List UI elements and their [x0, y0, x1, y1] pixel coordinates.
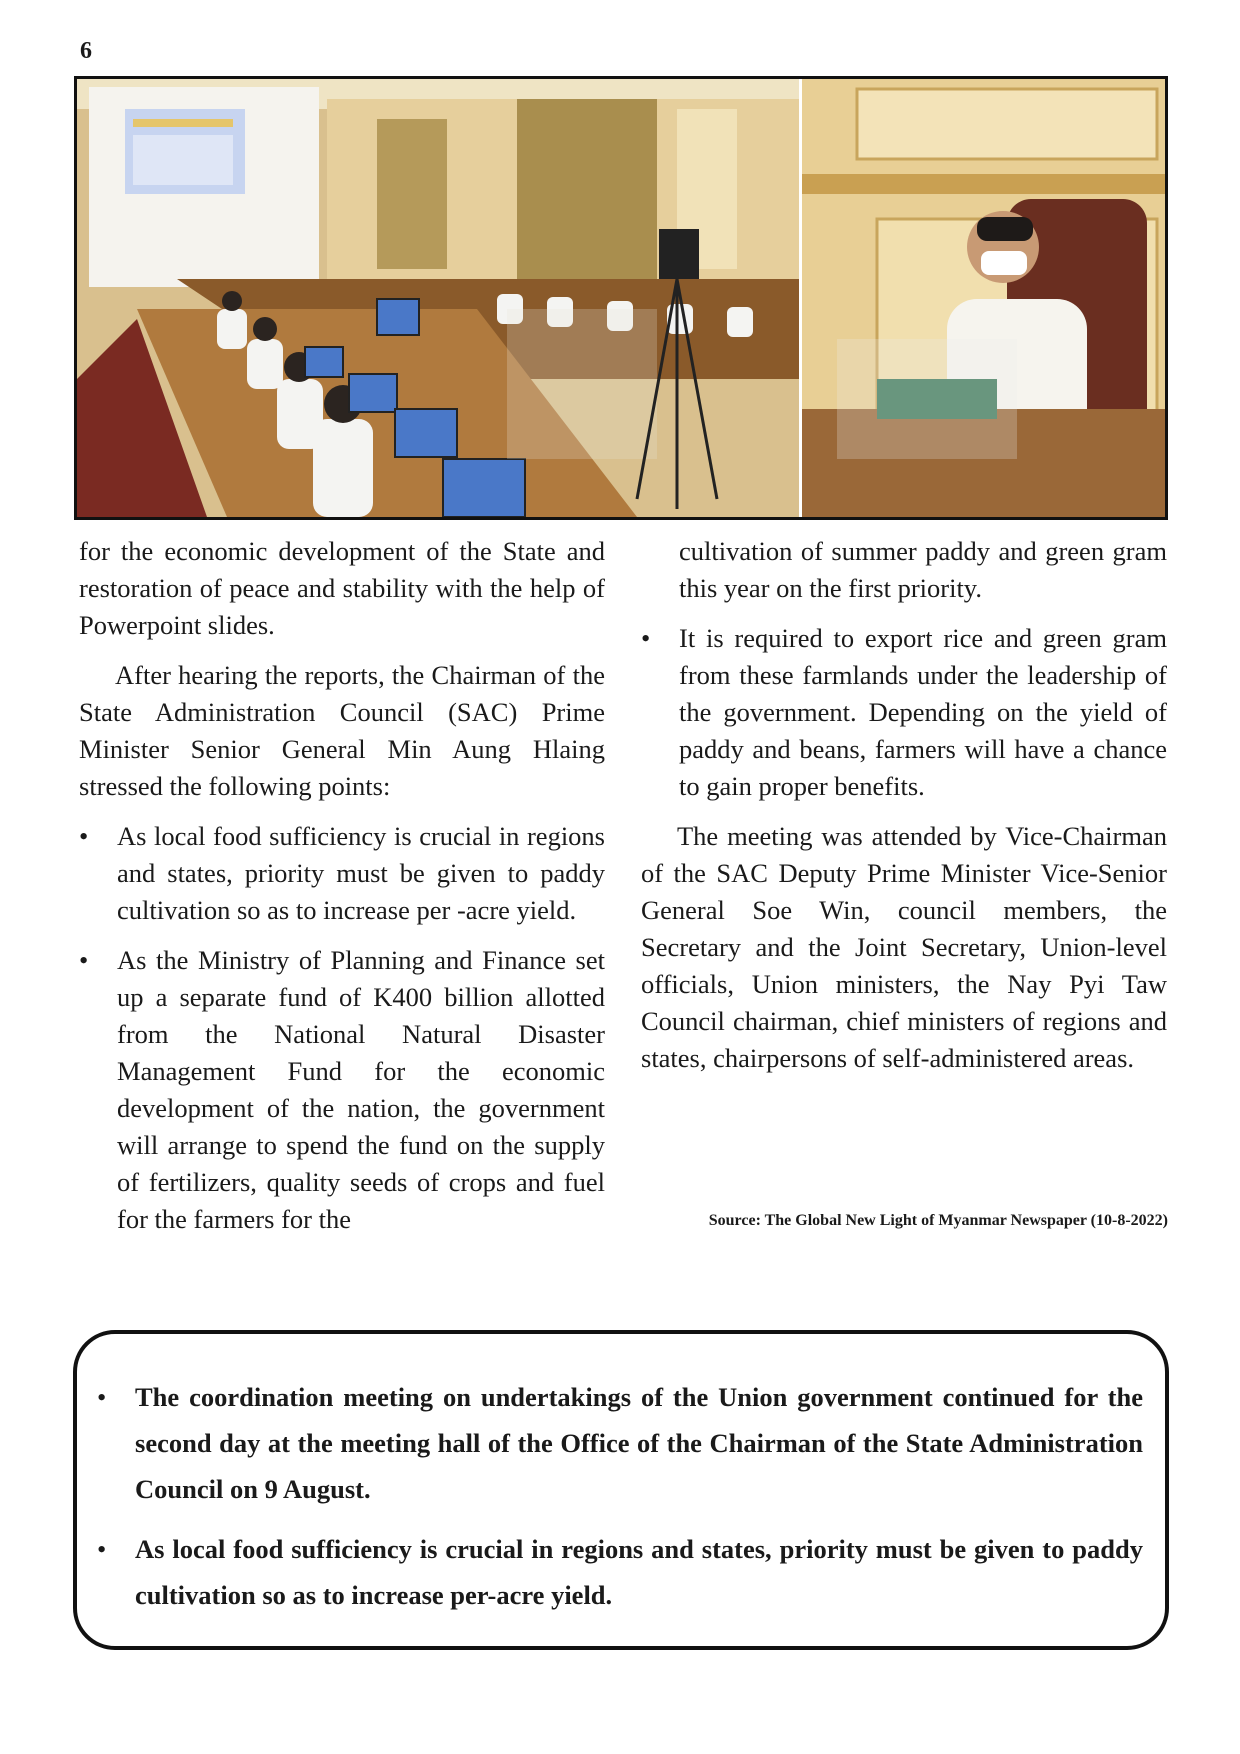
summary-item: • As local food sufficiency is crucial in regions and states, priority must be given to paddy cultivation so as to increase per-acre yield. — [135, 1526, 1143, 1618]
left-column — [79, 533, 605, 1251]
list-item: • As local food sufficiency is crucial in regions and states, priority must be given to paddy cultivation so as to increase per -acre yield. — [79, 818, 605, 929]
page-number: 6 — [80, 38, 92, 64]
meeting-hall-photo — [77, 79, 799, 517]
summary-list — [77, 1334, 1165, 1618]
source-citation: Source: The Global New Light of Myanmar Newspaper (10-8-2022) — [708, 1212, 1168, 1229]
right-column — [641, 533, 1167, 1077]
meeting-photo — [74, 76, 1168, 520]
left-bullet-list — [79, 818, 605, 1238]
right-bullet-list — [641, 620, 1167, 805]
list-item: • It is required to export rice and green gram from these farmlands under the leadership of the government. Depending on the yield of paddy and beans, farmers will have a chance to gain proper benefits. — [641, 620, 1167, 805]
list-item: • As the Ministry of Planning and Finance set up a separate fund of K400 billion allotted from the National Natural Disaster Management Fund for the economic development of the nation, the government will arrange to spend the fund on the supply of fertilizers, quality seeds of crops and fuel for the farmers for the — [79, 942, 605, 1238]
left-paragraph-chairman: After hearing the reports, the Chairman of the State Administration Council (SAC) Prime Minister Senior General Min Aung Hlaing stressed the following points: — [79, 660, 605, 801]
summary-item: • The coordination meeting on undertakings of the Union government continued for the second day at the meeting hall of the Office of the Chairman of the State Administration Council on 9 August. — [135, 1374, 1143, 1512]
right-paragraph-attendees: The meeting was attended by Vice-Chairman of the SAC Deputy Prime Minister Vice-Senior General Soe Win, council members, the Secretary and the Joint Secretary, Union-level officials, Union ministers, the Nay Pyi Taw Council chairman, chief ministers of regions and states, chairpersons of self-administered areas. — [641, 821, 1167, 1073]
summary-box — [73, 1330, 1169, 1650]
chairman-photo — [802, 79, 1165, 517]
left-paragraph-continued: for the economic development of the State and restoration of peace and stability with the help of Powerpoint slides. — [79, 536, 605, 640]
right-bullet-continued: cultivation of summer paddy and green gram this year on the first priority. — [679, 536, 1167, 603]
